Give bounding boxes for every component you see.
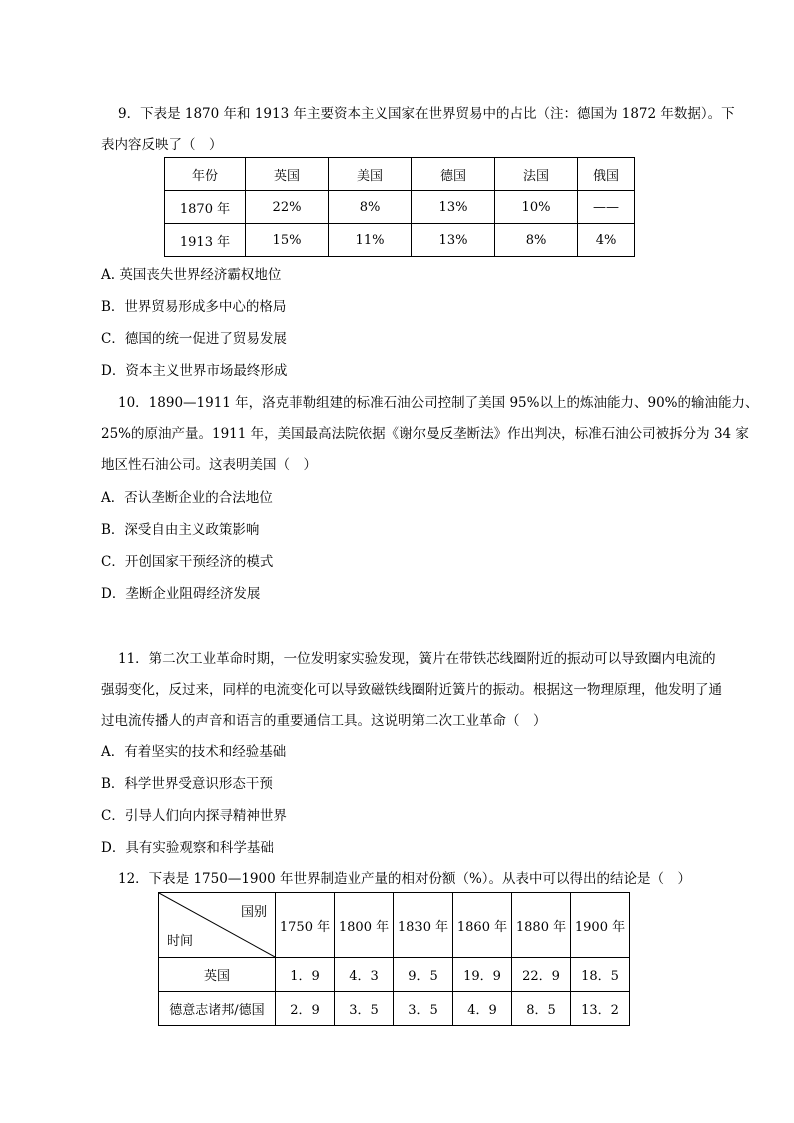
table-cell: 22%	[246, 191, 329, 224]
corner-cell	[159, 893, 276, 958]
q12-stem-line1: 12．下表是 1750—1900 年世界制造业产量的相对份额（%）。从表中可以得出的结论是（ ）	[118, 871, 692, 887]
q11-stem-line2: 强弱变化，反过来，同样的电流变化可以导致磁铁线圈附近簧片的振动。根据这一物理原理，他发明了通	[101, 682, 722, 698]
table-cell: 4．3	[335, 958, 394, 992]
header-cell: 1750 年	[276, 893, 335, 958]
table-cell: 13%	[412, 224, 495, 257]
table-cell: 8%	[329, 191, 412, 224]
table-cell: 13．2	[571, 992, 630, 1026]
q11-option-a[interactable]: A．有着坚实的技术和经验基础	[101, 744, 287, 760]
header-cell: 1900 年	[571, 893, 630, 958]
table-row	[159, 958, 630, 992]
q9-option-a[interactable]: A. 英国丧失世界经济霸权地位	[101, 267, 282, 283]
table-cell: 19．9	[453, 958, 512, 992]
q10-option-a[interactable]: A．否认垄断企业的合法地位	[101, 490, 273, 506]
corner-top-label: 国别	[240, 905, 267, 920]
table-cell: 4%	[578, 224, 635, 257]
header-cell: 1800 年	[335, 893, 394, 958]
table-header-row	[165, 158, 635, 191]
table-cell: 1913 年	[165, 224, 246, 257]
table-cell: 4．9	[453, 992, 512, 1026]
table-cell: 18．5	[571, 958, 630, 992]
table-cell: 德意志诸邦/德国	[159, 992, 276, 1026]
table-row	[165, 191, 635, 224]
table-cell: 8%	[495, 224, 578, 257]
q11-stem-line1: 11．第二次工业革命时期，一位发明家实验发现，簧片在带铁芯线圈附近的振动可以导致圈内电流的	[118, 651, 716, 667]
table-cell: 2．9	[276, 992, 335, 1026]
q9-table	[164, 157, 635, 257]
q10-stem-line1: 10．1890—1911 年，洛克菲勒组建的标准石油公司控制了美国 95%以上的炼油能力、90%的输油能力、	[118, 395, 759, 411]
table-cell: 3．5	[394, 992, 453, 1026]
q11-stem-line3: 过电流传播人的声音和语言的重要通信工具。这说明第二次工业革命（ ）	[101, 713, 547, 729]
q9-stem-line1: 9．下表是 1870 年和 1913 年主要资本主义国家在世界贸易中的占比（注：德国为 1872 年数据）。下	[118, 106, 735, 122]
table-header-row	[159, 893, 630, 958]
q12-table	[158, 892, 630, 1026]
table-row	[165, 224, 635, 257]
table-cell: ——	[578, 191, 635, 224]
header-cell: 英国	[246, 158, 329, 191]
header-cell: 1880 年	[512, 893, 571, 958]
table-cell: 9．5	[394, 958, 453, 992]
q9-option-b[interactable]: B．世界贸易形成多中心的格局	[101, 299, 287, 315]
q11-option-c[interactable]: C．引导人们向内探寻精神世界	[101, 808, 287, 824]
header-cell: 年份	[165, 158, 246, 191]
q10-option-b[interactable]: B．深受自由主义政策影响	[101, 522, 260, 538]
table-cell: 8．5	[512, 992, 571, 1026]
q11-option-d[interactable]: D．具有实验观察和科学基础	[101, 840, 274, 856]
header-cell: 法国	[495, 158, 578, 191]
q10-stem-line2: 25%的原油产量。1911 年，美国最高法院依据《谢尔曼反垄断法》作出判决，标准石油公司被拆分为 34 家	[101, 426, 749, 442]
table-cell: 1870 年	[165, 191, 246, 224]
q9-option-c[interactable]: C．德国的统一促进了贸易发展	[101, 331, 287, 347]
q9-stem-line2: 表内容反映了（ ）	[101, 137, 223, 153]
table-cell: 15%	[246, 224, 329, 257]
corner-bottom-label: 时间	[167, 934, 194, 949]
table-cell: 英国	[159, 958, 276, 992]
header-cell: 德国	[412, 158, 495, 191]
q10-stem-line3: 地区性石油公司。这表明美国（ ）	[101, 457, 317, 473]
header-cell: 俄国	[578, 158, 635, 191]
table-cell: 3．5	[335, 992, 394, 1026]
q10-option-d[interactable]: D．垄断企业阻碍经济发展	[101, 586, 261, 602]
table-cell: 1．9	[276, 958, 335, 992]
q9-option-d[interactable]: D．资本主义世界市场最终形成	[101, 363, 288, 379]
table-row	[159, 992, 630, 1026]
table-cell: 11%	[329, 224, 412, 257]
table-cell: 22．9	[512, 958, 571, 992]
q11-option-b[interactable]: B．科学世界受意识形态干预	[101, 776, 273, 792]
table-cell: 10%	[495, 191, 578, 224]
q10-option-c[interactable]: C．开创国家干预经济的模式	[101, 554, 274, 570]
table-cell: 13%	[412, 191, 495, 224]
header-cell: 1860 年	[453, 893, 512, 958]
header-cell: 1830 年	[394, 893, 453, 958]
header-cell: 美国	[329, 158, 412, 191]
